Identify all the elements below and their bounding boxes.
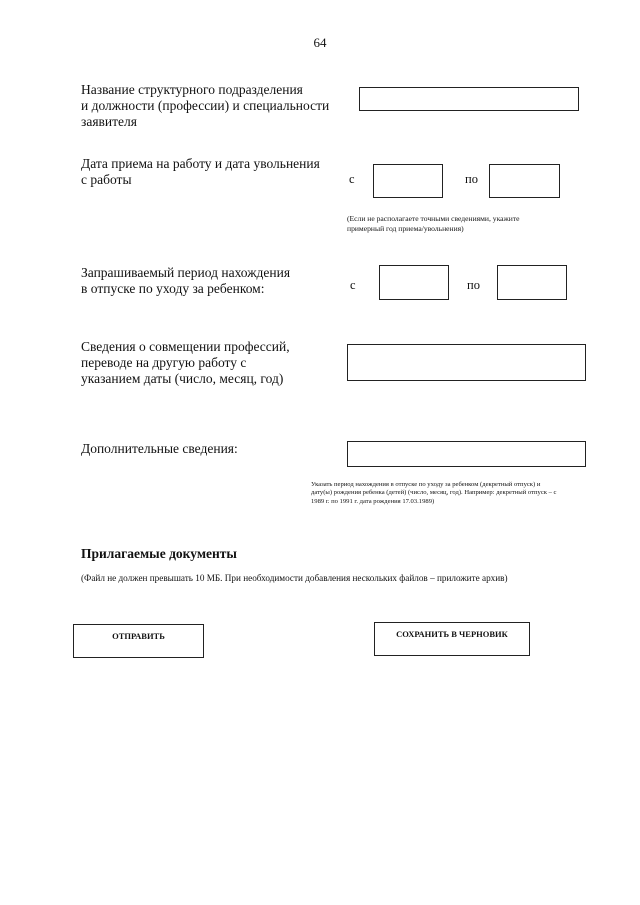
page-number: 64 <box>313 35 327 50</box>
combination-input[interactable] <box>347 344 586 381</box>
submit-button[interactable]: ОТПРАВИТЬ <box>73 624 204 658</box>
combination-label: Сведения о совмещении профессий, переводе на другую работу с указанием даты (число, месяц, год) <box>81 339 290 386</box>
employment-to-input[interactable] <box>489 164 560 198</box>
employment-dates-label: Дата приема на работу и дата увольнения с работы <box>81 156 320 187</box>
leave-from-input[interactable] <box>379 265 449 300</box>
department-input[interactable] <box>359 87 579 111</box>
leave-period-label: Запрашиваемый период нахождения в отпуске по уходу за ребенком: <box>81 265 291 296</box>
additional-hint: Указать период нахождения в отпуске по уходу за ребенком (декретный отпуск) и дату(ы) рождения ребенка (детей) (число, месяц, год). Например: декретный отпуск – с 1989 г. по 1991 г. дата рождения 17.03.1989) <box>311 481 557 505</box>
leave-from-label: с <box>350 278 356 292</box>
leave-to-input[interactable] <box>497 265 567 300</box>
department-label: Название структурного подразделения и должности (профессии) и специальности заявителя <box>81 82 330 129</box>
attachments-heading: Прилагаемые документы <box>81 546 237 561</box>
save-draft-button[interactable]: СОХРАНИТЬ В ЧЕРНОВИК <box>374 622 530 656</box>
employment-dates-hint: (Если не располагаете точными сведениями, укажите примерный год приема/увольнения) <box>347 214 520 233</box>
attachments-note: (Файл не должен превышать 10 МБ. При необходимости добавления нескольких файлов – приложите архив) <box>81 573 508 583</box>
additional-label: Дополнительные сведения: <box>81 441 238 456</box>
leave-to-label: по <box>467 278 480 292</box>
additional-input[interactable] <box>347 441 586 467</box>
employment-from-input[interactable] <box>373 164 443 198</box>
employment-to-label: по <box>465 172 478 186</box>
employment-from-label: с <box>349 172 355 186</box>
